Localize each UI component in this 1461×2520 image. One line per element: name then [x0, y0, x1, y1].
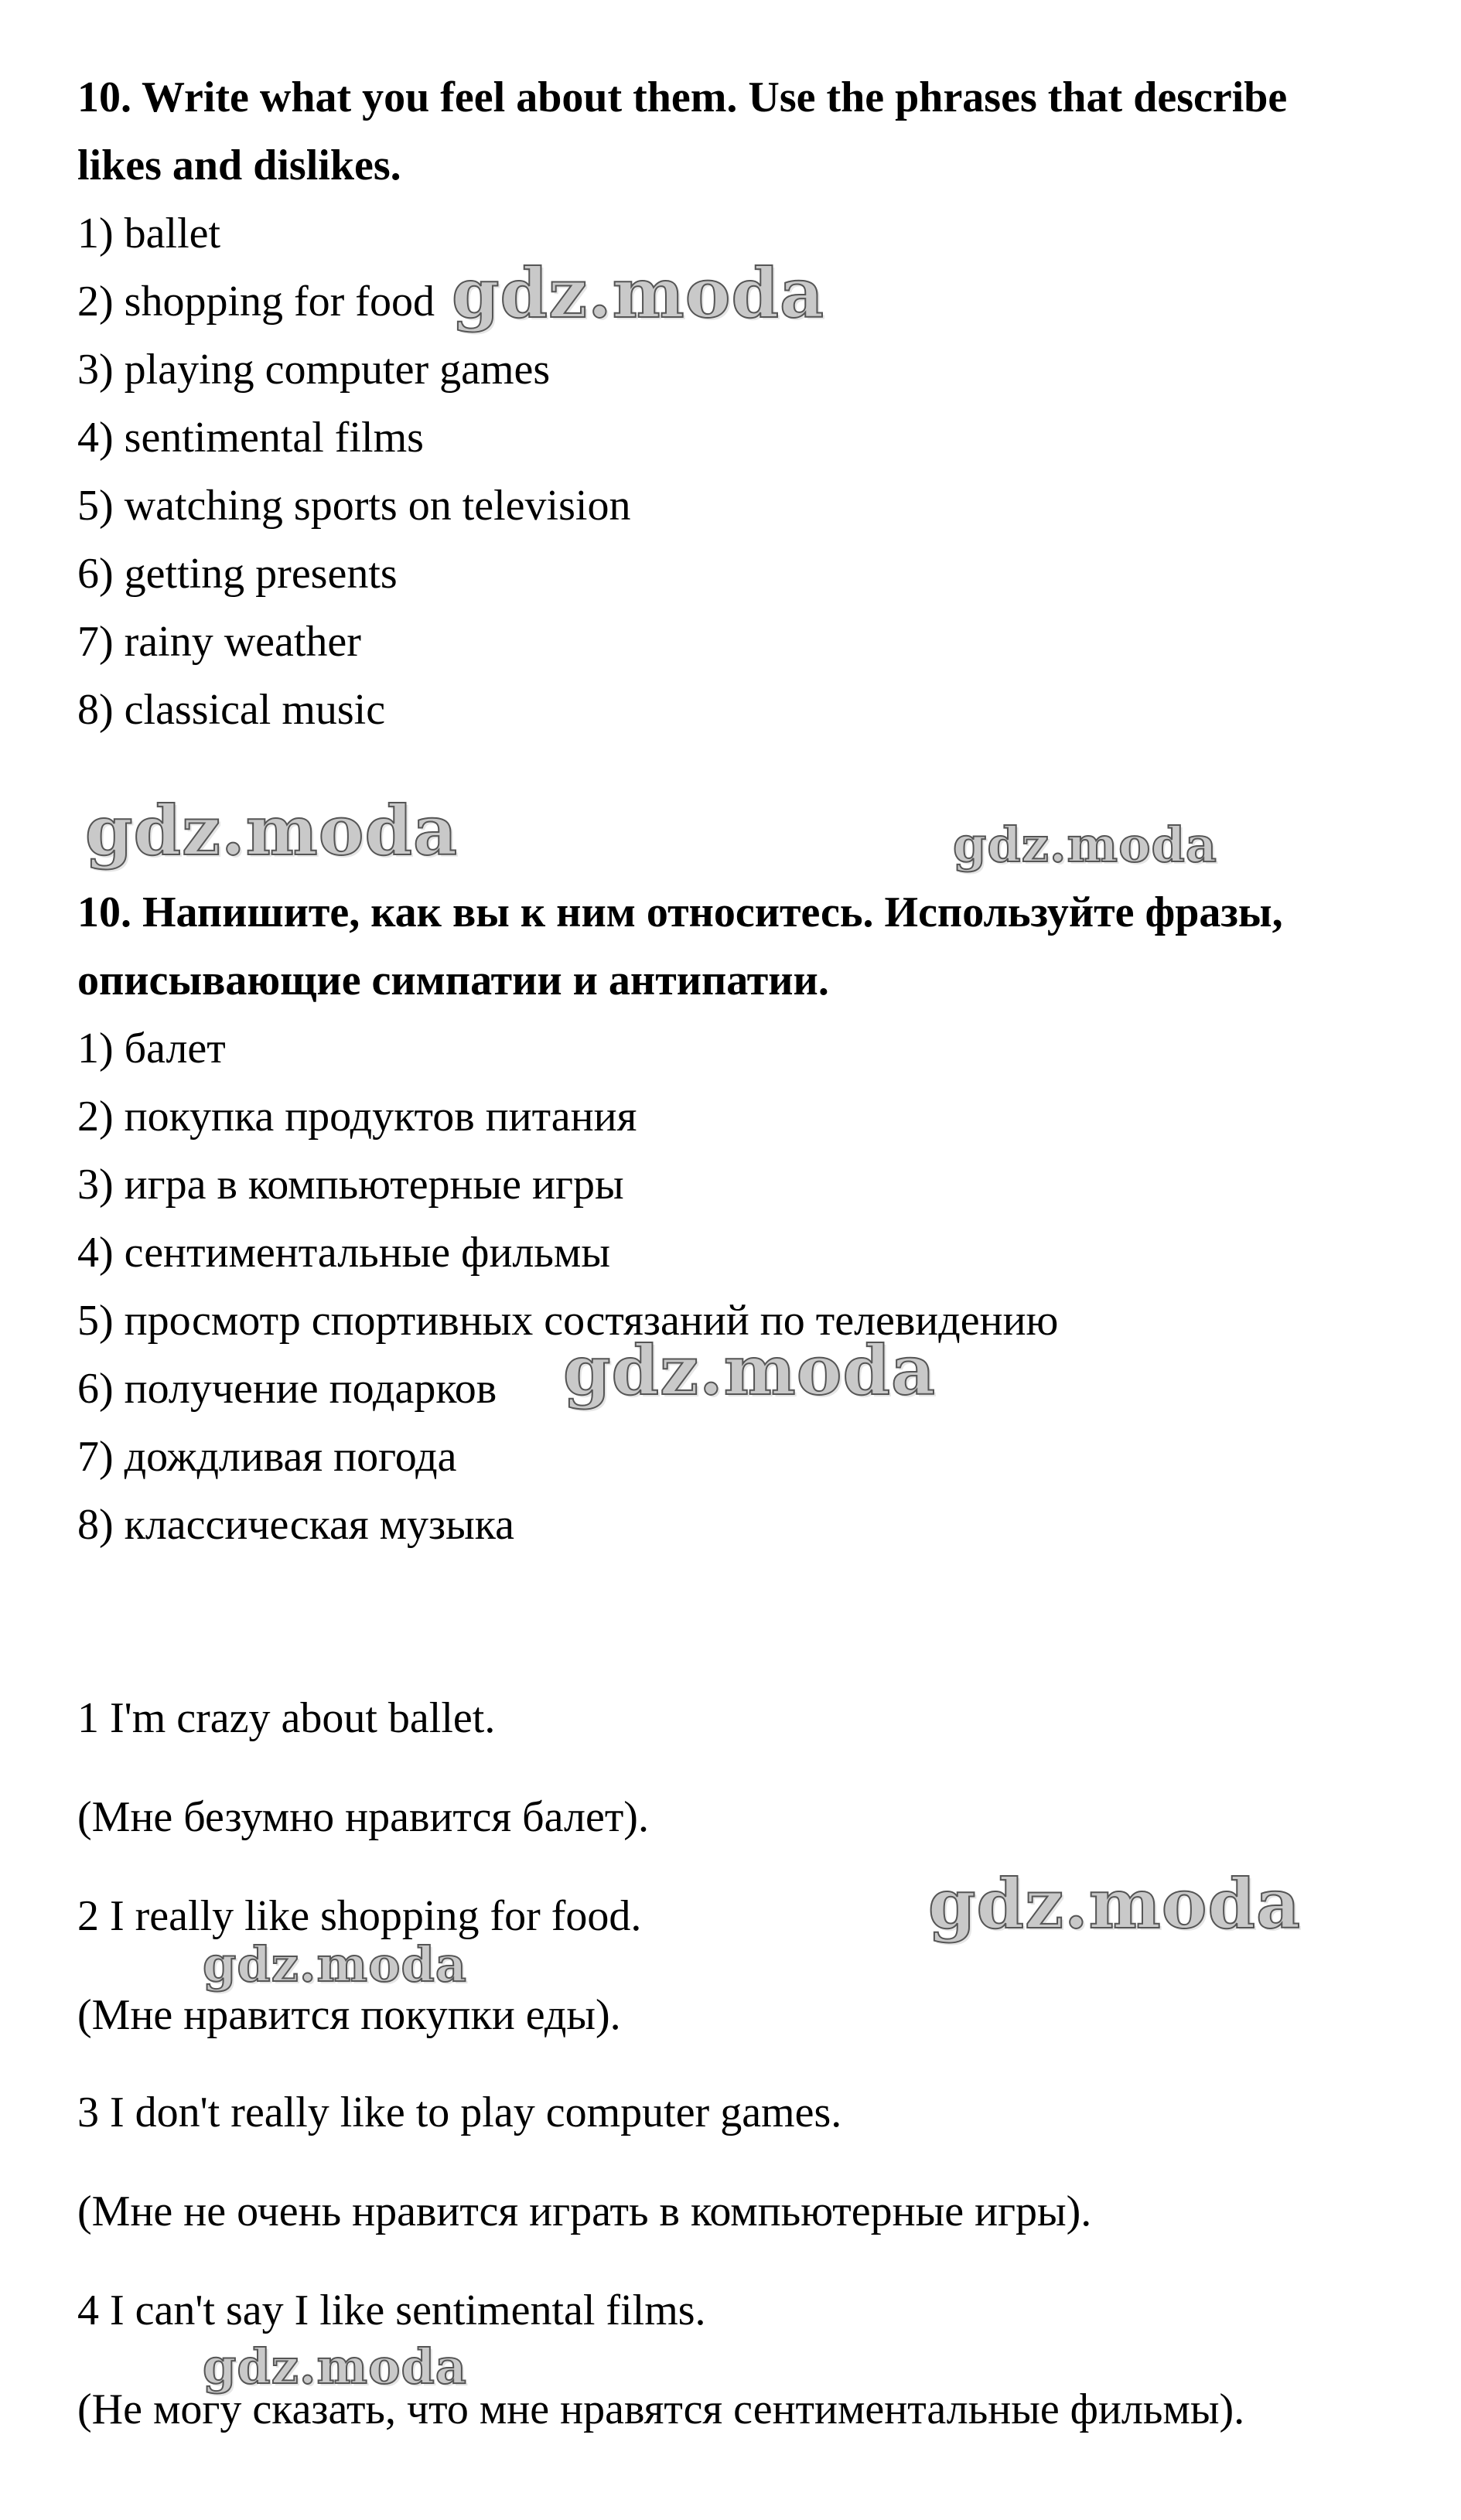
russian-item: 4) сентиментальные фильмы: [77, 1229, 610, 1277]
russian-heading-line-1: 10. Напишите, как вы к ним относитесь. Используйте фразы,: [77, 888, 1283, 936]
watermark-logo: gdz.moda: [563, 1330, 937, 1410]
english-heading-line-1: 10. Write what you feel about them. Use the phrases that describe: [77, 73, 1288, 121]
russian-item: 5) просмотр спортивных состязаний по телевидению: [77, 1297, 1059, 1345]
russian-item: 2) покупка продуктов питания: [77, 1093, 637, 1141]
answer-russian: (Мне нравится покупки еды).: [77, 1991, 621, 2039]
english-item: 6) getting presents: [77, 550, 398, 598]
russian-item: 8) классическая музыка: [77, 1501, 514, 1549]
answer-russian: (Мне не очень нравится играть в компьютерные игры).: [77, 2188, 1092, 2235]
russian-heading-line-2: описывающие симпатии и антипатии.: [77, 957, 829, 1004]
answer-english: 4 I can't say I like sentimental films.: [77, 2286, 706, 2334]
english-item: 1) ballet: [77, 210, 221, 257]
english-item: 5) watching sports on television: [77, 482, 631, 530]
english-item: 7) rainy weather: [77, 618, 361, 666]
russian-item: 1) балет: [77, 1025, 226, 1072]
answer-english: 1 I'm crazy about ballet.: [77, 1694, 496, 1742]
english-heading-line-2: likes and dislikes.: [77, 142, 401, 189]
watermark-logo: gdz.moda: [452, 253, 825, 333]
english-item: 8) classical music: [77, 686, 386, 734]
watermark-logo: gdz.moda: [203, 2338, 467, 2395]
russian-item: 3) игра в компьютерные игры: [77, 1161, 624, 1209]
watermark-logo: gdz.moda: [203, 1936, 467, 1993]
watermark-logo: gdz.moda: [953, 817, 1217, 873]
answer-english: 3 I don't really like to play computer games.: [77, 2089, 842, 2136]
answer-russian: (Не могу сказать, что мне нравятся сентиментальные фильмы).: [77, 2385, 1245, 2433]
russian-item: 7) дождливая погода: [77, 1433, 457, 1481]
english-item: 4) sentimental films: [77, 414, 424, 462]
english-item: 3) playing computer games: [77, 346, 551, 394]
watermark-logo: gdz.moda: [928, 1864, 1302, 1944]
answer-russian: (Мне безумно нравится балет).: [77, 1793, 649, 1841]
russian-item: 6) получение подарков: [77, 1365, 497, 1413]
english-item: 2) shopping for food: [77, 278, 435, 326]
answer-english: 2 I really like shopping for food.: [77, 1892, 642, 1940]
watermark-logo: gdz.moda: [85, 790, 459, 871]
